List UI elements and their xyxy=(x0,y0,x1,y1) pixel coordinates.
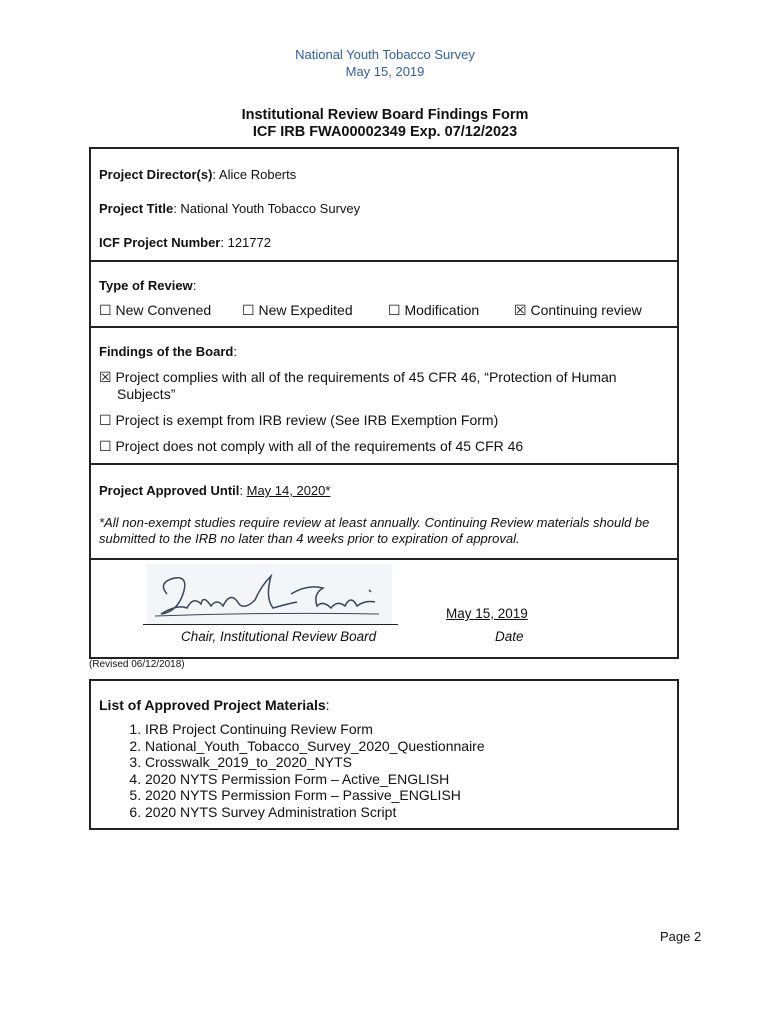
project-director-value: : Alice Roberts xyxy=(212,167,297,182)
findings-heading: Findings of the Board: xyxy=(99,344,237,359)
header-date: May 15, 2019 xyxy=(345,64,425,79)
signature-line xyxy=(143,624,398,625)
list-item: 2. National_Youth_Tobacco_Survey_2020_Questionnaire xyxy=(145,738,485,755)
checkbox-icon[interactable]: ☐ xyxy=(99,302,112,318)
findings-label: Findings of the Board xyxy=(99,344,234,359)
checked-checkbox-icon[interactable]: ☒ xyxy=(514,302,527,318)
checked-checkbox-icon[interactable]: ☒ xyxy=(99,369,112,385)
finding-complies[interactable]: ☒ Project complies with all of the requirements of 45 CFR 46, “Protection of Human Subjects” xyxy=(99,369,617,402)
project-number-label: ICF Project Number xyxy=(99,235,221,250)
review-option-modification[interactable]: ☐ Modification xyxy=(388,302,480,318)
list-item: 3. Crosswalk_2019_to_2020_NYTS xyxy=(145,754,485,771)
approval-label: Project Approved Until xyxy=(99,483,240,498)
type-of-review-heading: Type of Review: xyxy=(99,278,197,293)
approval-date: May 14, 2020* xyxy=(246,483,331,498)
review-option-new-convened[interactable]: ☐ New Convened xyxy=(99,302,212,318)
checkbox-icon[interactable]: ☐ xyxy=(99,412,112,428)
findings-section xyxy=(91,328,677,465)
chair-label: Chair, Institutional Review Board xyxy=(181,629,377,644)
revision-note: (Revised 06/12/2018) xyxy=(89,659,185,670)
findings-form-box xyxy=(89,147,679,659)
review-option-continuing[interactable]: ☒ Continuing review xyxy=(514,302,642,318)
list-item: 4. 2020 NYTS Permission Form – Active_ENGLISH xyxy=(145,771,485,788)
project-number-row xyxy=(99,235,271,251)
approval-row: Project Approved Until: May 14, 2020* xyxy=(99,483,331,498)
project-director-row xyxy=(99,167,296,183)
list-item: 5. 2020 NYTS Permission Form – Passive_ENGLISH xyxy=(145,787,485,804)
form-title xyxy=(0,107,770,141)
approval-section xyxy=(91,465,677,560)
project-title-row xyxy=(99,201,360,217)
project-title-label: Project Title xyxy=(99,201,174,216)
checkbox-icon[interactable]: ☐ xyxy=(388,302,401,318)
document-header xyxy=(0,46,770,80)
list-item: 6. 2020 NYTS Survey Administration Script xyxy=(145,804,485,821)
checkbox-icon[interactable]: ☐ xyxy=(99,438,112,454)
materials-title: List of Approved Project Materials xyxy=(99,697,326,713)
chair-signature xyxy=(147,564,392,626)
date-label: Date xyxy=(495,629,524,644)
header-survey-name: National Youth Tobacco Survey xyxy=(295,47,475,62)
form-title-line2: ICF IRB FWA00002349 Exp. 07/12/2023 xyxy=(252,124,518,140)
project-title-value: : National Youth Tobacco Survey xyxy=(173,201,361,216)
review-option-new-expedited[interactable]: ☐ New Expedited xyxy=(242,302,353,318)
type-of-review-label: Type of Review xyxy=(99,278,193,293)
materials-list xyxy=(121,721,485,820)
signature-section xyxy=(91,560,677,661)
form-title-line1: Institutional Review Board Findings Form xyxy=(241,107,529,123)
signature-background xyxy=(147,564,392,626)
type-of-review-section xyxy=(91,262,677,328)
project-director-label: Project Director(s) xyxy=(99,167,213,182)
project-info-section xyxy=(91,149,677,262)
approval-note: *All non-exempt studies require review at least annually. Continuing Review materials should be submitted to the IRB no later than 4 weeks prior to expiration of approval. xyxy=(99,515,650,546)
list-item: 1. IRB Project Continuing Review Form xyxy=(145,721,485,738)
page-number: Page 2 xyxy=(660,929,702,944)
finding-not-comply[interactable]: ☐ Project does not comply with all of the requirements of 45 CFR 46 xyxy=(99,438,524,454)
materials-box xyxy=(89,679,679,830)
finding-exempt[interactable]: ☐ Project is exempt from IRB review (See IRB Exemption Form) xyxy=(99,412,499,428)
signature-date: May 15, 2019 xyxy=(446,606,528,621)
checkbox-icon[interactable]: ☐ xyxy=(242,302,255,318)
materials-heading: List of Approved Project Materials: xyxy=(99,697,330,713)
project-number-value: : 121772 xyxy=(220,235,271,250)
